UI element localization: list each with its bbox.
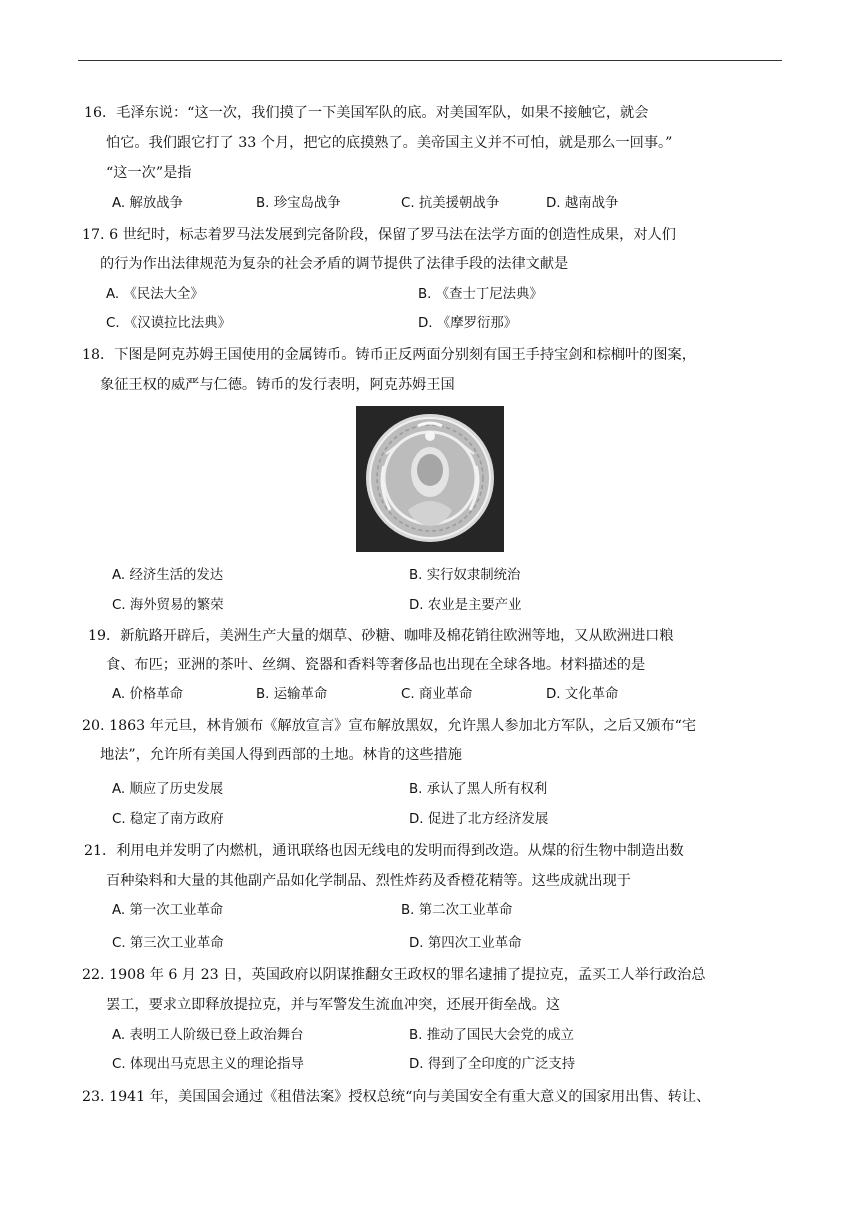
question-21-option-d: D. 第四次工业革命 [409, 936, 522, 951]
question-20-option-c: C. 稳定了南方政府 [112, 812, 224, 827]
question-22-option-a: A. 表明工人阶级已登上政治舞台 [112, 1028, 304, 1043]
question-16-line-1: 16．毛泽东说：“这一次，我们摸了一下美国军队的底。对美国军队，如果不接触它，就会 [84, 105, 649, 121]
question-22-option-c: C. 体现出马克思主义的理论指导 [112, 1057, 304, 1072]
question-17-option-a: A. 《民法大全》 [106, 287, 204, 302]
question-16-option-a: A. 解放战争 [112, 196, 183, 211]
question-18-option-c: C. 海外贸易的繁荣 [112, 598, 224, 613]
question-18-line-2: 象征王权的威严与仁德。铸币的发行表明，阿克苏姆王国 [100, 377, 455, 393]
question-20-option-b: B. 承认了黑人所有权利 [409, 782, 548, 797]
question-19-option-c: C. 商业革命 [401, 687, 473, 702]
question-22-option-d: D. 得到了全印度的广泛支持 [409, 1057, 576, 1072]
question-21-line-2: 百种染料和大量的其他副产品如化学制品、烈性炸药及香橙花精等。这些成就出现于 [106, 873, 631, 889]
question-16-option-b: B. 珍宝岛战争 [256, 196, 341, 211]
coin-illustration [356, 406, 504, 552]
question-22-line-1: 22. 1908 年 6 月 23 日，英国政府以阴谋推翻女王政权的罪名逮捕了提拉克，孟买工人举行政治总 [82, 967, 706, 983]
header-rule [78, 60, 782, 61]
question-22-line-2: 罢工，要求立即释放提拉克，并与军警发生流血冲突，还展开街垒战。这 [106, 997, 561, 1013]
question-20-option-a: A. 顺应了历史发展 [112, 782, 224, 797]
question-19-line-1: 19．新航路开辟后，美洲生产大量的烟草、砂糖、咖啡及棉花销往欧洲等地，又从欧洲进口粮 [88, 628, 674, 644]
question-19-option-d: D. 文化革命 [546, 687, 619, 702]
question-16-line-3: “这一次”是指 [106, 165, 192, 181]
question-21-option-c: C. 第三次工业革命 [112, 936, 224, 951]
question-19-option-a: A. 价格革命 [112, 687, 183, 702]
question-20-line-2: 地法”，允许所有美国人得到西部的土地。林肯的这些措施 [100, 747, 462, 763]
question-21-line-1: 21．利用电并发明了内燃机，通讯联络也因无线电的发明而得到改造。从煤的衍生物中制造出数 [84, 843, 684, 859]
question-17-option-c: C. 《汉谟拉比法典》 [106, 316, 231, 331]
question-18-option-b: B. 实行奴隶制统治 [409, 568, 521, 583]
aksum-coin-image [356, 406, 504, 552]
question-16-option-d: D. 越南战争 [546, 196, 619, 211]
question-16-line-2: 怕它。我们跟它打了 33 个月，把它的底摸熟了。美帝国主义并不可怕，就是那么一回事。” [106, 135, 673, 151]
question-18-option-d: D. 农业是主要产业 [409, 598, 522, 613]
question-21-option-b: B. 第二次工业革命 [401, 903, 513, 918]
question-18-line-1: 18．下图是阿克苏姆王国使用的金属铸币。铸币正反两面分别刻有国王手持宝剑和棕榈叶的图案， [82, 347, 696, 363]
question-16-option-c: C. 抗美援朝战争 [401, 196, 500, 211]
question-19-line-2: 食、布匹；亚洲的茶叶、丝绸、瓷器和香料等奢侈品也出现在全球各地。材料描述的是 [106, 657, 646, 673]
question-17-option-b: B. 《查士丁尼法典》 [418, 287, 543, 302]
question-17-option-d: D. 《摩罗衍那》 [418, 316, 518, 331]
question-22-option-b: B. 推动了国民大会党的成立 [409, 1028, 574, 1043]
question-17-line-2: 的行为作出法律规范为复杂的社会矛盾的调节提供了法律手段的法律文献是 [100, 256, 569, 272]
question-18-option-a: A. 经济生活的发达 [112, 568, 224, 583]
question-23-line-1: 23. 1941 年，美国国会通过《租借法案》授权总统“向与美国安全有重大意义的国家用出售、转让、 [82, 1089, 711, 1105]
question-20-option-d: D. 促进了北方经济发展 [409, 812, 549, 827]
question-20-line-1: 20. 1863 年元旦，林肯颁布《解放宣言》宣布解放黑奴，允许黑人参加北方军队，之后又颁布“宅 [82, 718, 697, 734]
question-19-option-b: B. 运输革命 [256, 687, 328, 702]
question-21-option-a: A. 第一次工业革命 [112, 903, 224, 918]
question-17-line-1: 17. 6 世纪时，标志着罗马法发展到完备阶段，保留了罗马法在法学方面的创造性成果，对人们 [82, 227, 676, 243]
